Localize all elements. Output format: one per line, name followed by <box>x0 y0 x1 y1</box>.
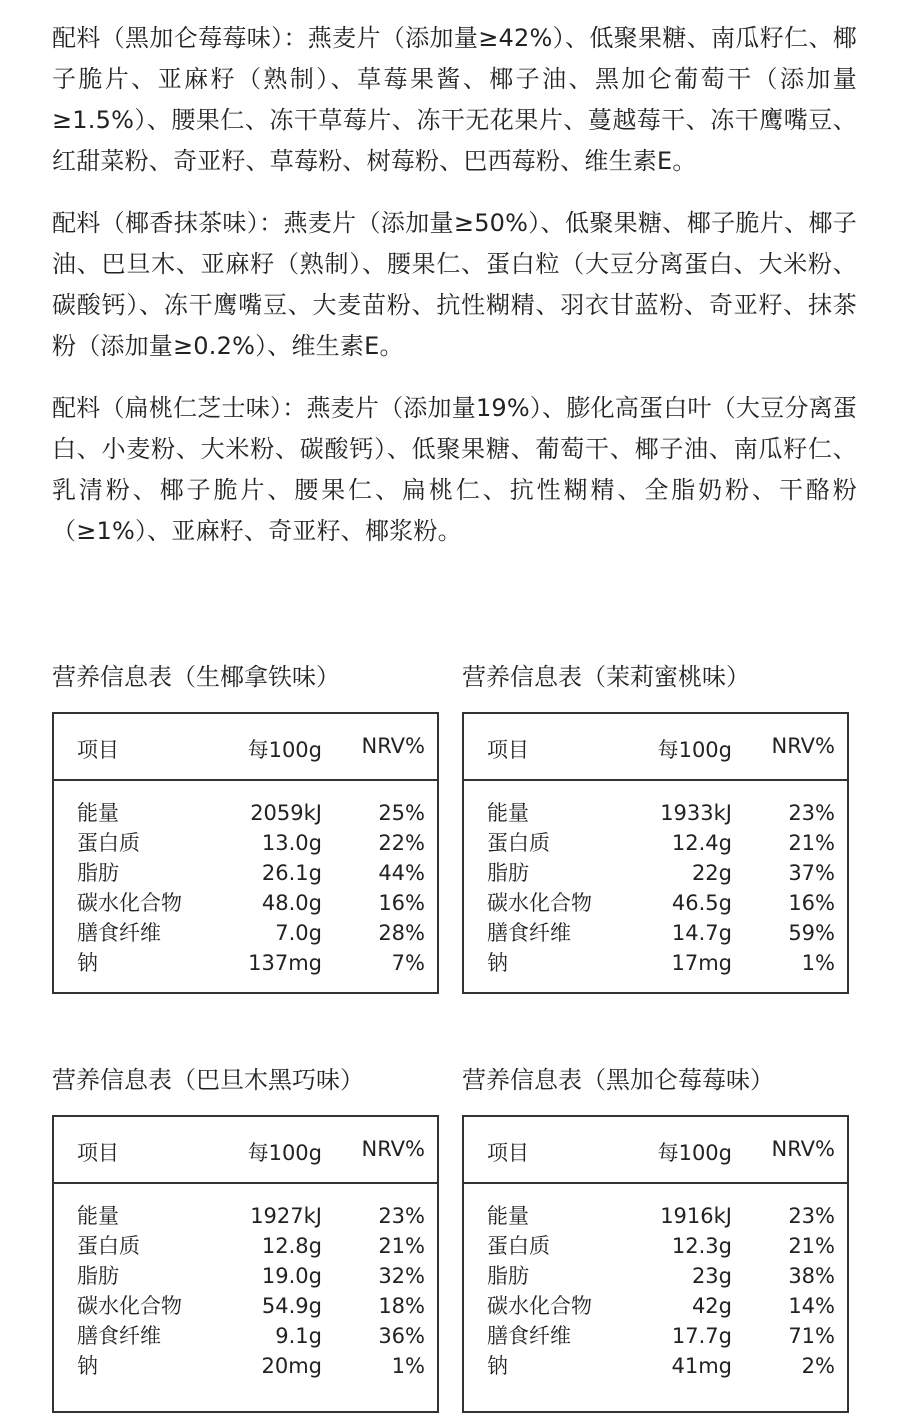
row-nrv: 23% <box>378 1204 425 1228</box>
table-row <box>464 1321 847 1351</box>
table-header <box>54 714 437 781</box>
ingredients-coconut-matcha: 配料（椰香抹茶味）：燕麦片（添加量≥50%）、低聚果糖、椰子脆片、椰子油、巴旦木、亚麻籽（熟制）、腰果仁、蛋白粒（大豆分离蛋白、大米粉、碳酸钙）、冻干鹰嘴豆、大麦苗粉、抗性糊精、羽衣甘蓝粉、奇亚籽、抹茶粉（添加量≥0.2%）、维生素E。 <box>52 209 857 360</box>
row-name: 钠 <box>77 951 98 975</box>
table-body <box>464 781 847 992</box>
row-name: 膳食纤维 <box>487 1324 571 1348</box>
row-nrv: 21% <box>788 1234 835 1258</box>
table-row <box>54 798 437 828</box>
header-item: 项目 <box>487 1141 529 1165</box>
header-per100g: 每100g <box>657 1141 732 1165</box>
header-per100g: 每100g <box>247 1141 322 1165</box>
header-item: 项目 <box>77 738 119 762</box>
nutrition-panel-jasmine-peach <box>462 662 849 975</box>
ingredients-almond-cheese: 配料（扁桃仁芝士味）：燕麦片（添加量19%）、膨化高蛋白叶（大豆分离蛋白、小麦粉、大米粉、碳酸钙）、低聚果糖、葡萄干、椰子油、南瓜籽仁、乳清粉、椰子脆片、腰果仁、扁桃仁、抗性糊精、全脂奶粉、干酪粉（≥1%）、亚麻籽、奇亚籽、椰浆粉。 <box>52 394 857 545</box>
table-row <box>464 828 847 858</box>
nutrition-panel-coconut-latte <box>52 662 439 975</box>
row-value: 46.5g <box>671 891 732 915</box>
table-row <box>464 918 847 948</box>
row-value: 12.3g <box>671 1234 732 1258</box>
nutrition-panel-blackcurrant-berry <box>462 1065 849 1378</box>
row-nrv: 44% <box>378 861 425 885</box>
nutrition-table <box>52 1115 439 1413</box>
nutrition-table <box>462 1115 849 1413</box>
header-per100g: 每100g <box>247 738 322 762</box>
row-nrv: 18% <box>378 1294 425 1318</box>
row-name: 蛋白质 <box>487 831 550 855</box>
row-value: 14.7g <box>671 921 732 945</box>
row-value: 12.8g <box>261 1234 322 1258</box>
row-name: 膳食纤维 <box>77 1324 161 1348</box>
row-name: 碳水化合物 <box>77 1294 182 1318</box>
row-name: 碳水化合物 <box>77 891 182 915</box>
row-value: 13.0g <box>261 831 322 855</box>
table-row <box>464 1201 847 1231</box>
table-row <box>54 1291 437 1321</box>
row-nrv: 23% <box>788 1204 835 1228</box>
table-row <box>464 1231 847 1261</box>
row-nrv: 21% <box>788 831 835 855</box>
row-value: 1916kJ <box>660 1204 732 1228</box>
ingredients-section <box>52 18 857 573</box>
table-header <box>464 1117 847 1184</box>
row-name: 钠 <box>77 1354 98 1378</box>
table-row <box>54 858 437 888</box>
row-value: 12.4g <box>671 831 732 855</box>
row-name: 脂肪 <box>487 1264 529 1288</box>
header-item: 项目 <box>487 738 529 762</box>
nutrition-table <box>462 712 849 994</box>
row-nrv: 36% <box>378 1324 425 1348</box>
row-nrv: 25% <box>378 801 425 825</box>
table-row <box>464 948 847 978</box>
header-nrv: NRV% <box>361 734 425 758</box>
row-name: 膳食纤维 <box>487 921 571 945</box>
header-nrv: NRV% <box>771 734 835 758</box>
table-row <box>464 798 847 828</box>
row-nrv: 2% <box>801 1354 835 1378</box>
row-nrv: 23% <box>788 801 835 825</box>
row-name: 钠 <box>487 1354 508 1378</box>
table-row <box>54 948 437 978</box>
header-nrv: NRV% <box>361 1137 425 1161</box>
table-row <box>54 1351 437 1381</box>
panel-title: 营养信息表（巴旦木黑巧味） <box>52 1066 364 1094</box>
header-per100g: 每100g <box>657 738 732 762</box>
table-row <box>464 888 847 918</box>
row-value: 42g <box>691 1294 732 1318</box>
panel-title: 营养信息表（黑加仑莓莓味） <box>462 1066 774 1094</box>
table-row <box>54 888 437 918</box>
row-name: 碳水化合物 <box>487 891 592 915</box>
table-row <box>464 1291 847 1321</box>
row-value: 17.7g <box>671 1324 732 1348</box>
row-value: 41mg <box>671 1354 732 1378</box>
row-name: 膳食纤维 <box>77 921 161 945</box>
row-nrv: 71% <box>788 1324 835 1348</box>
row-value: 20mg <box>261 1354 322 1378</box>
row-nrv: 14% <box>788 1294 835 1318</box>
row-nrv: 1% <box>801 951 835 975</box>
row-nrv: 16% <box>788 891 835 915</box>
nutrition-table <box>52 712 439 994</box>
row-name: 能量 <box>487 801 529 825</box>
row-name: 碳水化合物 <box>487 1294 592 1318</box>
panel-title: 营养信息表（茉莉蜜桃味） <box>462 663 750 691</box>
row-nrv: 38% <box>788 1264 835 1288</box>
row-name: 蛋白质 <box>487 1234 550 1258</box>
row-nrv: 1% <box>391 1354 425 1378</box>
row-nrv: 16% <box>378 891 425 915</box>
row-value: 2059kJ <box>250 801 322 825</box>
row-name: 能量 <box>77 801 119 825</box>
row-value: 23g <box>691 1264 732 1288</box>
table-row <box>464 1261 847 1291</box>
table-row <box>54 1201 437 1231</box>
row-value: 26.1g <box>261 861 322 885</box>
table-body <box>54 781 437 992</box>
header-item: 项目 <box>77 1141 119 1165</box>
row-nrv: 32% <box>378 1264 425 1288</box>
row-value: 1927kJ <box>250 1204 322 1228</box>
row-value: 9.1g <box>275 1324 322 1348</box>
row-name: 能量 <box>77 1204 119 1228</box>
row-nrv: 22% <box>378 831 425 855</box>
row-nrv: 59% <box>788 921 835 945</box>
row-value: 7.0g <box>275 921 322 945</box>
table-row <box>464 1351 847 1381</box>
row-nrv: 21% <box>378 1234 425 1258</box>
row-name: 脂肪 <box>77 1264 119 1288</box>
row-value: 22g <box>691 861 732 885</box>
row-name: 蛋白质 <box>77 1234 140 1258</box>
table-row <box>54 828 437 858</box>
table-body <box>464 1184 847 1411</box>
row-name: 脂肪 <box>487 861 529 885</box>
row-value: 48.0g <box>261 891 322 915</box>
table-row <box>54 1261 437 1291</box>
table-row <box>54 1321 437 1351</box>
row-name: 钠 <box>487 951 508 975</box>
row-value: 17mg <box>671 951 732 975</box>
ingredients-blackcurrant-berry: 配料（黑加仑莓莓味）：燕麦片（添加量≥42%）、低聚果糖、南瓜籽仁、椰子脆片、亚麻籽（熟制）、草莓果酱、椰子油、黑加仑葡萄干（添加量≥1.5%）、腰果仁、冻干草莓片、冻干无花果片、蔓越莓干、冻干鹰嘴豆、红甜菜粉、奇亚籽、草莓粉、树莓粉、巴西莓粉、维生素E。 <box>52 24 857 175</box>
row-name: 脂肪 <box>77 861 119 885</box>
table-header <box>464 714 847 781</box>
row-value: 1933kJ <box>660 801 732 825</box>
row-name: 能量 <box>487 1204 529 1228</box>
row-value: 19.0g <box>261 1264 322 1288</box>
nutrition-panel-almond-dark-chocolate <box>52 1065 439 1378</box>
row-name: 蛋白质 <box>77 831 140 855</box>
table-body <box>54 1184 437 1411</box>
header-nrv: NRV% <box>771 1137 835 1161</box>
row-nrv: 7% <box>391 951 425 975</box>
row-value: 137mg <box>248 951 322 975</box>
table-header <box>54 1117 437 1184</box>
row-value: 54.9g <box>261 1294 322 1318</box>
row-nrv: 28% <box>378 921 425 945</box>
table-row <box>54 918 437 948</box>
panel-title: 营养信息表（生椰拿铁味） <box>52 663 340 691</box>
row-nrv: 37% <box>788 861 835 885</box>
table-row <box>54 1231 437 1261</box>
table-row <box>464 858 847 888</box>
